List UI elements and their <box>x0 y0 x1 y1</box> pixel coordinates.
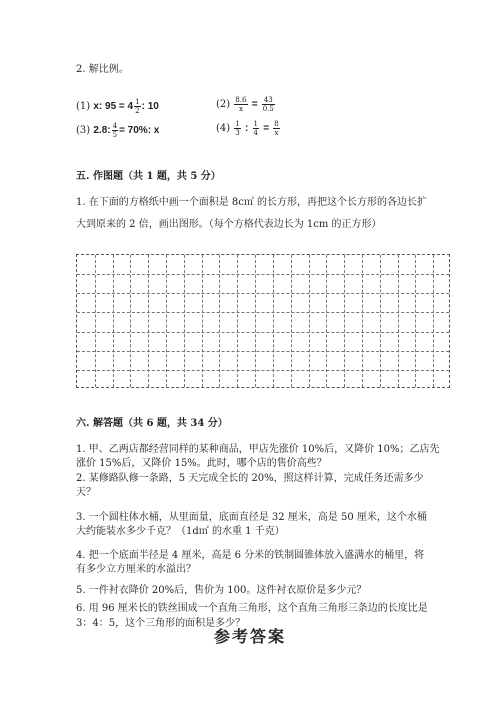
grid-paper <box>76 254 450 388</box>
question-line: 天？ <box>76 487 96 498</box>
question-line: 3. 一个圆柱体水桶，从里面量，底面直径是 32 厘米，高是 50 厘米，这个水桶 <box>76 512 427 523</box>
question-line: 有多少立方厘米的水溢出？ <box>76 564 196 575</box>
grid-line-horizontal <box>77 332 449 333</box>
question-line: 3：4：5，这个三角形的面积是多少？ <box>76 618 246 629</box>
fraction: $\frac{4}{5}$ <box>112 122 118 139</box>
fraction: $\frac{1}{2}$ <box>135 98 140 115</box>
problem-1: (1) x: 95 = 4 $\frac{1}{2}$ : 10 <box>76 98 159 115</box>
question-line: 1. 甲、乙两店都经营同样的某种商品，甲店先涨价 10%后，又降价 10%；乙店先 <box>76 444 440 455</box>
fraction: $\frac{8}{x}$ <box>274 120 279 137</box>
grid-line-horizontal <box>77 351 449 352</box>
fraction: $\frac{8.6}{x}$ <box>235 96 247 113</box>
question-line: 6. 用 96 厘米长的铁丝围成一个直角三角形，这个直角三角形三条边的长度比是 <box>76 603 428 614</box>
section5-question-line: 1. 在下面的方格纸中画一个面积是 8c㎡ 的长方形，再把这个长方形的各边长扩 <box>76 197 428 208</box>
grid-line-horizontal <box>77 312 449 313</box>
problem-3: (3) 2.8: $\frac{4}{5}$ = 70%: x <box>76 122 160 139</box>
grid-line-horizontal <box>77 370 449 371</box>
grid-line-horizontal <box>77 274 449 275</box>
question-line: 4. 把一个底面半径是 4 厘米，高是 6 分米的铁制圆锥体放入盛满水的桶里，将 <box>76 550 425 561</box>
grid-line-horizontal <box>77 293 449 294</box>
section2-heading: 2. 解比例。 <box>76 64 129 75</box>
fraction: $\frac{43}{0.5}$ <box>262 96 274 113</box>
question-line: 2. 某修路队修一条路，5 天完成全长的 20%，照这样计算，完成任务还需多少 <box>76 473 424 484</box>
question-line: 5. 一件衬衣降价 20%后，售价为 100。这件衬衣原价是多少元？ <box>76 585 367 596</box>
fraction: $\frac{1}{4}$ <box>253 120 259 137</box>
question-line: 大约能装水多少千克？（1d㎡ 的水重 1 千克） <box>76 526 285 537</box>
answer-title: 参考答案 <box>213 627 286 646</box>
section6-heading: 六. 解答题（共 6 题，共 34 分） <box>76 418 228 429</box>
problem-2: (2) $\frac{8.6}{x}$ = $\frac{43}{0.5}$ <box>216 96 274 113</box>
question-line: 涨价 15%后，又降价 15%。此时，哪个店的售价高些？ <box>76 458 327 469</box>
section5-heading: 五. 作图题（共 1 题，共 5 分） <box>76 171 221 182</box>
problem-4: (4) $\frac{1}{3}$ : $\frac{1}{4}$ = $\frac{8}{x}$ <box>216 120 279 137</box>
section5-question-line: 大到原来的 2 倍，画出图形。（每个方格代表边长为 1cm 的正方形） <box>76 219 382 230</box>
fraction: $\frac{1}{3}$ <box>235 120 240 137</box>
